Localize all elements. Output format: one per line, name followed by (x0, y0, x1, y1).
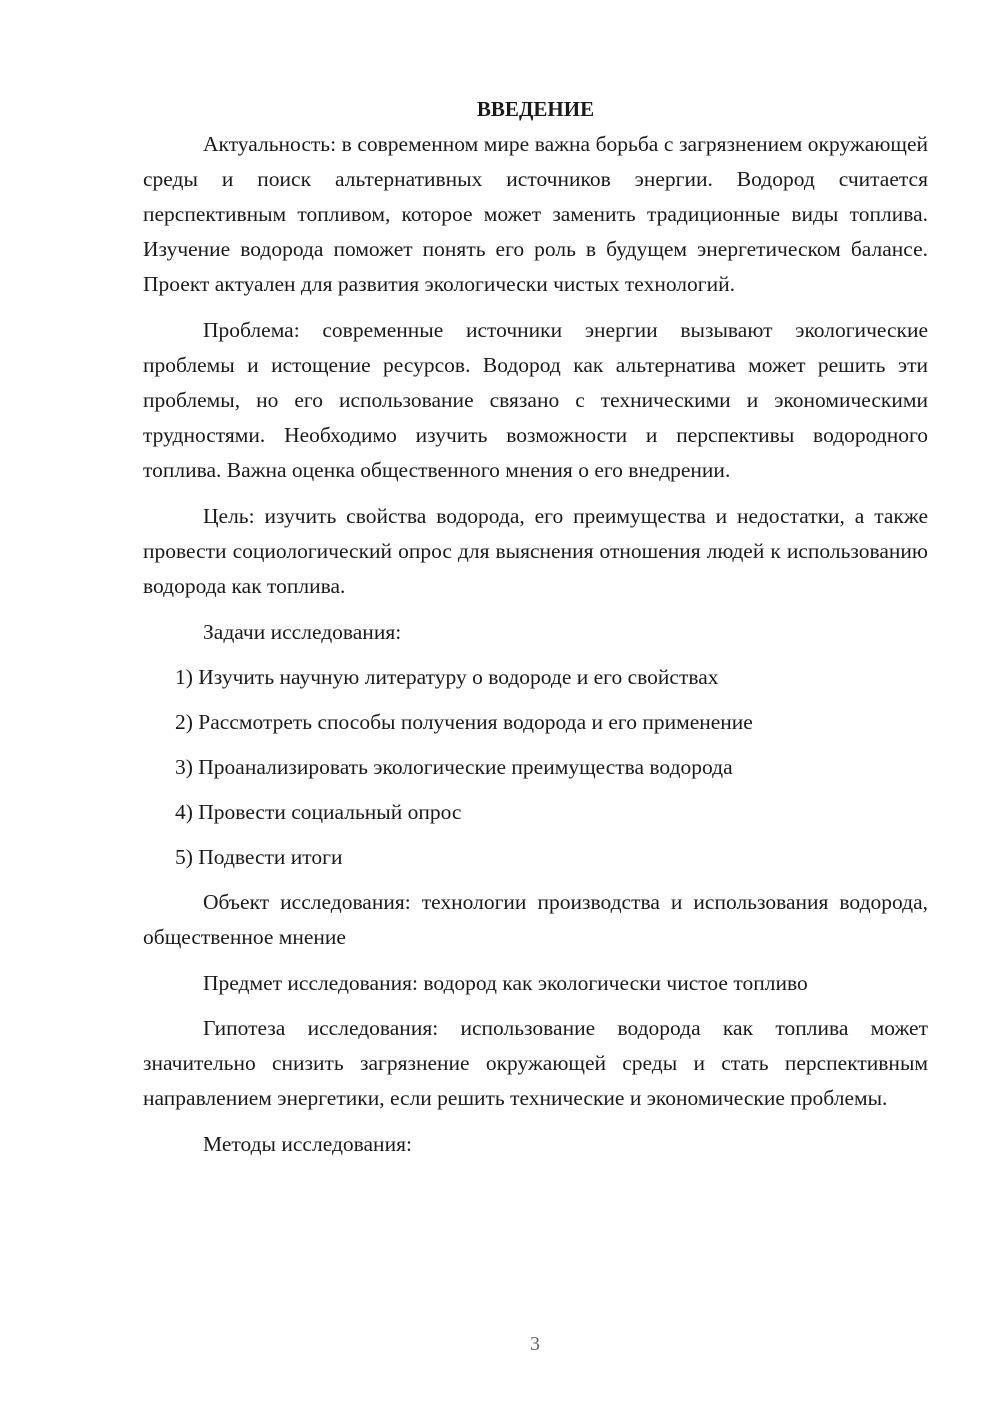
list-item: 4) Провести социальный опрос (175, 800, 462, 824)
list-item: 3) Проанализировать экологические преимущества водорода (175, 755, 733, 779)
list-item: 1) Изучить научную литературу о водороде и его свойствах (175, 665, 719, 689)
tasks-heading: Задачи исследования: (203, 620, 402, 644)
object-paragraph: Объект исследования: технологии производства и использования водорода, общественное мнение (143, 890, 928, 949)
list-item: 5) Подвести итоги (175, 845, 343, 869)
tasks-list (143, 660, 928, 875)
page-number: 3 (530, 1333, 540, 1355)
hypothesis-paragraph: Гипотеза исследования: использование водорода как топлива может значительно снизить загрязнение окружающей среды и стать перспективным направлением энергетики, если решить технические и экономические проблемы. (143, 1016, 928, 1110)
page-title: ВВЕДЕНИЕ (476, 97, 595, 121)
list-item: 2) Рассмотреть способы получения водорода и его применение (175, 710, 753, 734)
subject-paragraph: Предмет исследования: водород как экологически чистое топливо (203, 971, 808, 995)
problem-paragraph: Проблема: современные источники энергии вызывают экологические проблемы и истощение ресурсов. Водород как альтернатива может решить эти проблемы, но его использование связано с техническими и экономическими трудностями. Необходимо изучить возможности и перспективы водородного топлива. Важна оценка общественного мнения о его внедрении. (143, 318, 928, 482)
document-page (143, 92, 928, 1172)
relevance-paragraph: Актуальность: в современном мире важна борьба с загрязнением окружающей среды и поиск альтернативных источников энергии. Водород считается перспективным топливом, которое может заменить традиционные виды топлива. Изучение водорода поможет понять его роль в будущем энергетическом балансе. Проект актуален для развития экологически чистых технологий. (143, 132, 928, 296)
methods-heading: Методы исследования: (203, 1132, 412, 1156)
goal-paragraph: Цель: изучить свойства водорода, его преимущества и недостатки, а также провести социологический опрос для выяснения отношения людей к использованию водорода как топлива. (143, 504, 928, 598)
